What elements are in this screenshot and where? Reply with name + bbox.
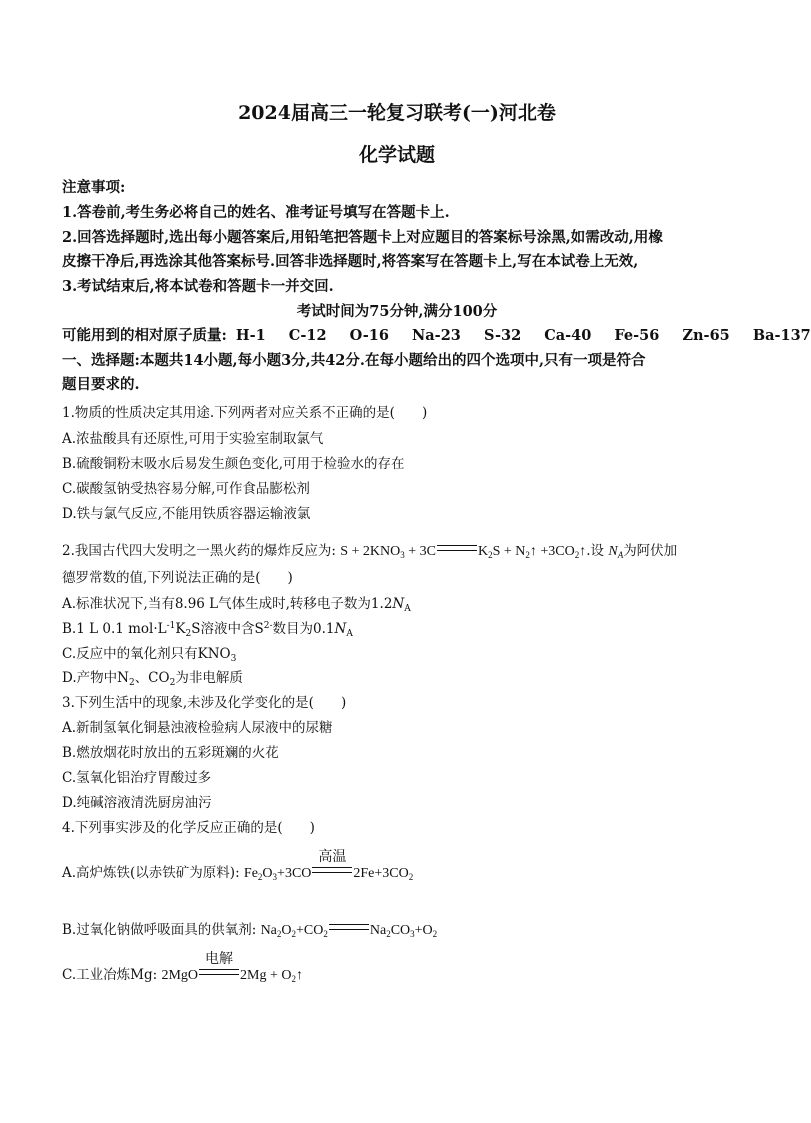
q2-option-d: D.产物中$N_2$、$CO_2$为非电解质 <box>62 670 243 688</box>
q3-option-a: A.新制氢氧化铜悬浊液检验病人尿液中的尿糖 <box>62 720 333 736</box>
exam-subtitle: 化学试题 <box>358 144 435 166</box>
notice-heading: 注意事项: <box>62 179 126 196</box>
condition-electrolysis: 电解 <box>205 951 234 967</box>
atomic-mass-fe: Fe-56 <box>614 327 660 344</box>
atomic-mass-h: H-1 <box>235 327 266 344</box>
atomic-mass-s: S-32 <box>483 327 522 344</box>
q4-option-b: B.过氧化钠做呼吸面具的供氧剂: $Na_2O_2+CO_2$ $Na_2CO_3+O_2$ <box>62 922 438 939</box>
notice-item-2b: 皮擦干净后,再选涂其他答案标号.回答非选择题时,将答案写在答题卡上,写在本试卷上无效, <box>62 253 639 270</box>
q1-option-b: B.硫酸铜粉末吸水后易发生颜色变化,可用于检验水的存在 <box>62 456 405 472</box>
q3-stem: 3.下列生活中的现象,未涉及化学变化的是( ) <box>62 695 347 711</box>
section-1-heading: 一、选择题:本题共14小题,每小题3分,共42分.在每小题给出的四个选项中,只有一项是符合 <box>62 352 646 369</box>
q3-option-c: C.氢氧化铝治疗胃酸过多 <box>62 770 212 786</box>
q2-stem-cont: 德罗常数的值,下列说法正确的是( ) <box>62 570 293 586</box>
q4-equation-b: $Na_2O_2+CO_2$ $Na_2CO_3+O_2$ <box>260 923 438 939</box>
atomic-mass-ca: Ca-40 <box>544 327 592 344</box>
section-1-heading-cont: 题目要求的. <box>62 376 140 393</box>
notice-item-1: 1.答卷前,考生务必将自己的姓名、准考证号填写在答题卡上. <box>62 204 450 221</box>
q1-option-c: C.碳酸氢钠受热容易分解,可作食品膨松剂 <box>62 481 310 497</box>
q1-stem: 1.物质的性质决定其用途.下列两者对应关系不正确的是( ) <box>62 405 428 421</box>
q4-equation-c: 2MgO 电解 $2Mg + O_2↑$ <box>161 968 303 984</box>
q1-option-a: A.浓盐酸具有还原性,可用于实验室制取氯气 <box>62 431 324 447</box>
atomic-mass-zn: Zn-65 <box>682 327 730 344</box>
q3-option-d: D.纯碱溶液清洗厨房油污 <box>62 795 212 811</box>
q4-option-a: A.高炉炼铁(以赤铁矿为原料): $Fe_2O_3+3CO$ 高温 $2Fe+3CO_2$ <box>62 861 413 882</box>
q2-equation: $S + 2KNO_3 + 3C$ $K_2S$ + $N_2↑$ $+3CO_2↑$ <box>340 544 587 560</box>
q3-option-b: B.燃放烟花时放出的五彩斑斓的火花 <box>62 745 279 761</box>
atomic-mass-na: Na-23 <box>412 327 461 344</box>
atomic-masses-label: 可能用到的相对原子质量: <box>62 327 227 344</box>
avogadro-symbol: $N_A$ <box>608 544 624 560</box>
condition-high-temp: 高温 <box>318 849 347 865</box>
q2-option-a: A.标准状况下,当有8.96 L气体生成时,转移电子数为$1.2N_A$ <box>62 596 411 614</box>
notice-item-2a: 2.回答选择题时,选出每小题答案后,用铅笔把答题卡上对应题目的答案标号涂黑,如需改动,用橡 <box>62 229 663 246</box>
notice-item-3: 3.考试结束后,将本试卷和答题卡一并交回. <box>62 278 334 295</box>
exam-info: 考试时间为75分钟,满分100分 <box>296 303 498 320</box>
q4-stem: 4.下列事实涉及的化学反应正确的是( ) <box>62 820 315 836</box>
exam-title: 2024届高三一轮复习联考(一)河北卷 <box>238 102 556 124</box>
q2-option-b: B.1 L 0.1 $mol\cdot L^{-1}K_2S$溶液中含$S^{2-}$数目为$0.1N_A$ <box>62 621 353 639</box>
q4-option-c: C.工业冶炼Mg: 2MgO 电解 $2Mg + O_2↑$ <box>62 963 303 984</box>
atomic-mass-c: C-12 <box>288 327 327 344</box>
q4-equation-a: $Fe_2O_3+3CO$ 高温 $2Fe+3CO_2$ <box>244 866 413 882</box>
atomic-mass-o: O-16 <box>349 327 389 344</box>
q2-stem: 2.我国古代四大发明之一黑火药的爆炸反应为: $S + 2KNO_3 + 3C$ $K_2S$ + $N_2↑$ $+3CO_2↑$.设 $N_A$为阿伏加 <box>62 543 678 560</box>
q2-option-c: C.反应中的氧化剂只有$KNO_3$ <box>62 646 237 664</box>
q1-option-d: D.铁与氯气反应,不能用铁质容器运输液氯 <box>62 506 311 522</box>
atomic-mass-ba: Ba-137 <box>752 327 811 344</box>
atomic-masses <box>62 324 811 345</box>
